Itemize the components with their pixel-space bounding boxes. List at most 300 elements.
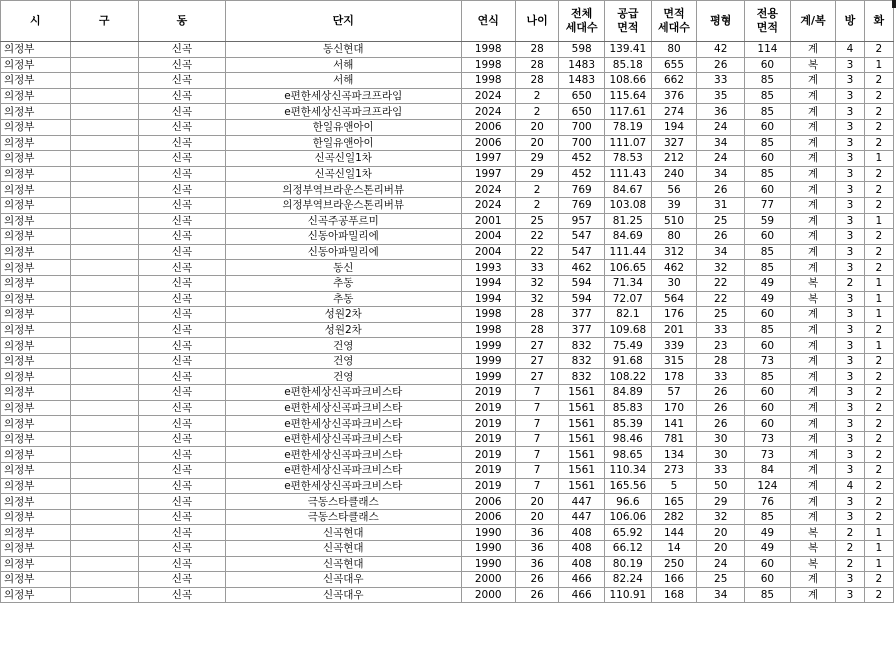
cell-col-year[interactable]: 2024: [461, 88, 515, 104]
cell-col-supply-area[interactable]: 84.67: [604, 182, 651, 198]
cell-col-gu[interactable]: [70, 57, 138, 73]
table-row[interactable]: [1, 42, 894, 58]
cell-col-danji[interactable]: e편한세상신곡파크프라임: [225, 104, 461, 120]
table-row[interactable]: [1, 275, 894, 291]
cell-col-dong[interactable]: 신곡: [138, 369, 225, 385]
cell-col-area-households[interactable]: 564: [651, 291, 697, 307]
cell-col-dong[interactable]: 신곡: [138, 587, 225, 603]
cell-col-baths[interactable]: 2: [864, 478, 893, 494]
cell-col-si[interactable]: 의정부: [1, 213, 71, 229]
cell-col-pyeong[interactable]: 32: [697, 260, 745, 276]
cell-col-exclusive-area[interactable]: 85: [745, 135, 791, 151]
cell-col-supply-area[interactable]: 78.53: [604, 151, 651, 167]
cell-col-year[interactable]: 2006: [461, 135, 515, 151]
cell-col-supply-area[interactable]: 98.65: [604, 447, 651, 463]
cell-col-si[interactable]: 의정부: [1, 166, 71, 182]
cell-col-year[interactable]: 2004: [461, 244, 515, 260]
cell-col-danji[interactable]: 신곡현대: [225, 556, 461, 572]
table-row[interactable]: [1, 229, 894, 245]
cell-col-rooms[interactable]: 3: [836, 369, 864, 385]
cell-col-pyeong[interactable]: 24: [697, 151, 745, 167]
cell-col-gu[interactable]: [70, 541, 138, 557]
cell-col-rooms[interactable]: 3: [836, 88, 864, 104]
header-col-supply-area[interactable]: 공급 면적: [604, 1, 651, 42]
cell-col-rooms[interactable]: 4: [836, 478, 864, 494]
cell-col-area-households[interactable]: 56: [651, 182, 697, 198]
cell-col-baths[interactable]: 2: [864, 369, 893, 385]
cell-col-dong[interactable]: 신곡: [138, 525, 225, 541]
cell-col-age[interactable]: 7: [515, 385, 558, 401]
cell-col-dong[interactable]: 신곡: [138, 42, 225, 58]
cell-col-si[interactable]: 의정부: [1, 572, 71, 588]
cell-col-age[interactable]: 7: [515, 447, 558, 463]
cell-col-age[interactable]: 2: [515, 197, 558, 213]
cell-col-si[interactable]: 의정부: [1, 135, 71, 151]
cell-col-year[interactable]: 2019: [461, 416, 515, 432]
cell-col-gu[interactable]: [70, 307, 138, 323]
cell-col-exclusive-area[interactable]: 85: [745, 166, 791, 182]
cell-col-danji[interactable]: 신곡주공푸르미: [225, 213, 461, 229]
cell-col-total-households[interactable]: 957: [559, 213, 605, 229]
cell-col-age[interactable]: 20: [515, 494, 558, 510]
cell-col-baths[interactable]: 2: [864, 322, 893, 338]
cell-col-exclusive-area[interactable]: 76: [745, 494, 791, 510]
cell-col-dong[interactable]: 신곡: [138, 151, 225, 167]
cell-col-total-households[interactable]: 594: [559, 275, 605, 291]
cell-col-exclusive-area[interactable]: 85: [745, 104, 791, 120]
cell-col-supply-area[interactable]: 80.19: [604, 556, 651, 572]
cell-col-exclusive-area[interactable]: 49: [745, 541, 791, 557]
cell-col-type[interactable]: 계: [790, 338, 836, 354]
cell-col-danji[interactable]: e편한세상신곡파크비스타: [225, 385, 461, 401]
cell-col-type[interactable]: 계: [790, 151, 836, 167]
cell-col-year[interactable]: 2019: [461, 385, 515, 401]
cell-col-supply-area[interactable]: 106.65: [604, 260, 651, 276]
cell-col-si[interactable]: 의정부: [1, 229, 71, 245]
cell-col-exclusive-area[interactable]: 60: [745, 385, 791, 401]
cell-col-area-households[interactable]: 462: [651, 260, 697, 276]
cell-col-gu[interactable]: [70, 353, 138, 369]
cell-col-age[interactable]: 36: [515, 556, 558, 572]
cell-col-danji[interactable]: 신곡신일1차: [225, 166, 461, 182]
cell-col-rooms[interactable]: 3: [836, 197, 864, 213]
cell-col-total-households[interactable]: 377: [559, 322, 605, 338]
cell-col-pyeong[interactable]: 42: [697, 42, 745, 58]
cell-col-danji[interactable]: e편한세상신곡파크비스타: [225, 478, 461, 494]
cell-col-pyeong[interactable]: 26: [697, 182, 745, 198]
cell-col-supply-area[interactable]: 85.83: [604, 400, 651, 416]
cell-col-baths[interactable]: 2: [864, 587, 893, 603]
cell-col-year[interactable]: 2019: [461, 478, 515, 494]
cell-col-danji[interactable]: 추동: [225, 275, 461, 291]
cell-col-exclusive-area[interactable]: 73: [745, 447, 791, 463]
cell-col-total-households[interactable]: 1561: [559, 478, 605, 494]
cell-col-gu[interactable]: [70, 244, 138, 260]
header-col-si[interactable]: 시: [1, 1, 71, 42]
cell-col-area-households[interactable]: 141: [651, 416, 697, 432]
table-row[interactable]: [1, 385, 894, 401]
cell-col-area-households[interactable]: 168: [651, 587, 697, 603]
cell-col-gu[interactable]: [70, 463, 138, 479]
cell-col-year[interactable]: 2006: [461, 509, 515, 525]
cell-col-exclusive-area[interactable]: 85: [745, 88, 791, 104]
table-row[interactable]: [1, 525, 894, 541]
cell-col-area-households[interactable]: 655: [651, 57, 697, 73]
cell-col-rooms[interactable]: 3: [836, 307, 864, 323]
cell-col-danji[interactable]: 신곡현대: [225, 525, 461, 541]
cell-col-gu[interactable]: [70, 197, 138, 213]
cell-col-baths[interactable]: 2: [864, 385, 893, 401]
cell-col-area-households[interactable]: 274: [651, 104, 697, 120]
cell-col-area-households[interactable]: 39: [651, 197, 697, 213]
cell-col-age[interactable]: 20: [515, 119, 558, 135]
cell-col-exclusive-area[interactable]: 60: [745, 556, 791, 572]
cell-col-danji[interactable]: 한일유앤아이: [225, 119, 461, 135]
cell-col-supply-area[interactable]: 65.92: [604, 525, 651, 541]
cell-col-danji[interactable]: 건영: [225, 338, 461, 354]
cell-col-exclusive-area[interactable]: 60: [745, 57, 791, 73]
cell-col-pyeong[interactable]: 50: [697, 478, 745, 494]
cell-col-exclusive-area[interactable]: 60: [745, 151, 791, 167]
cell-col-dong[interactable]: 신곡: [138, 135, 225, 151]
table-row[interactable]: [1, 478, 894, 494]
cell-col-age[interactable]: 25: [515, 213, 558, 229]
cell-col-pyeong[interactable]: 23: [697, 338, 745, 354]
cell-col-total-households[interactable]: 1483: [559, 73, 605, 89]
cell-col-pyeong[interactable]: 34: [697, 166, 745, 182]
cell-col-pyeong[interactable]: 28: [697, 353, 745, 369]
cell-col-rooms[interactable]: 3: [836, 135, 864, 151]
cell-col-supply-area[interactable]: 84.69: [604, 229, 651, 245]
cell-col-si[interactable]: 의정부: [1, 463, 71, 479]
cell-col-type[interactable]: 계: [790, 572, 836, 588]
cell-col-age[interactable]: 29: [515, 151, 558, 167]
cell-col-baths[interactable]: 2: [864, 166, 893, 182]
cell-col-type[interactable]: 복: [790, 525, 836, 541]
cell-col-si[interactable]: 의정부: [1, 369, 71, 385]
cell-col-year[interactable]: 2004: [461, 229, 515, 245]
table-row[interactable]: [1, 556, 894, 572]
cell-col-exclusive-area[interactable]: 77: [745, 197, 791, 213]
cell-col-total-households[interactable]: 1561: [559, 447, 605, 463]
cell-col-supply-area[interactable]: 109.68: [604, 322, 651, 338]
cell-col-age[interactable]: 26: [515, 587, 558, 603]
cell-col-area-households[interactable]: 144: [651, 525, 697, 541]
cell-col-si[interactable]: 의정부: [1, 447, 71, 463]
cell-col-si[interactable]: 의정부: [1, 478, 71, 494]
cell-col-exclusive-area[interactable]: 84: [745, 463, 791, 479]
cell-col-danji[interactable]: e편한세상신곡파크비스타: [225, 431, 461, 447]
cell-col-gu[interactable]: [70, 182, 138, 198]
cell-col-baths[interactable]: 2: [864, 229, 893, 245]
cell-col-age[interactable]: 7: [515, 478, 558, 494]
cell-col-age[interactable]: 20: [515, 135, 558, 151]
cell-col-dong[interactable]: 신곡: [138, 447, 225, 463]
cell-col-si[interactable]: 의정부: [1, 104, 71, 120]
cell-col-rooms[interactable]: 3: [836, 182, 864, 198]
table-row[interactable]: [1, 307, 894, 323]
cell-col-pyeong[interactable]: 26: [697, 385, 745, 401]
cell-col-age[interactable]: 7: [515, 400, 558, 416]
cell-col-type[interactable]: 계: [790, 463, 836, 479]
cell-col-age[interactable]: 32: [515, 275, 558, 291]
cell-col-exclusive-area[interactable]: 49: [745, 291, 791, 307]
cell-col-total-households[interactable]: 700: [559, 135, 605, 151]
cell-col-area-households[interactable]: 194: [651, 119, 697, 135]
cell-col-age[interactable]: 28: [515, 307, 558, 323]
cell-col-rooms[interactable]: 3: [836, 400, 864, 416]
cell-col-total-households[interactable]: 832: [559, 353, 605, 369]
cell-col-area-households[interactable]: 240: [651, 166, 697, 182]
cell-col-total-households[interactable]: 462: [559, 260, 605, 276]
cell-col-baths[interactable]: 1: [864, 338, 893, 354]
cell-col-si[interactable]: 의정부: [1, 353, 71, 369]
cell-col-total-households[interactable]: 769: [559, 182, 605, 198]
cell-col-dong[interactable]: 신곡: [138, 463, 225, 479]
cell-col-danji[interactable]: 건영: [225, 369, 461, 385]
cell-col-supply-area[interactable]: 85.39: [604, 416, 651, 432]
cell-col-exclusive-area[interactable]: 85: [745, 73, 791, 89]
cell-col-dong[interactable]: 신곡: [138, 104, 225, 120]
cell-col-baths[interactable]: 2: [864, 119, 893, 135]
cell-col-exclusive-area[interactable]: 59: [745, 213, 791, 229]
cell-col-year[interactable]: 2019: [461, 447, 515, 463]
cell-col-area-households[interactable]: 510: [651, 213, 697, 229]
cell-col-si[interactable]: 의정부: [1, 416, 71, 432]
cell-col-danji[interactable]: e편한세상신곡파크비스타: [225, 447, 461, 463]
cell-col-rooms[interactable]: 3: [836, 494, 864, 510]
cell-col-gu[interactable]: [70, 88, 138, 104]
cell-col-gu[interactable]: [70, 166, 138, 182]
cell-col-baths[interactable]: 2: [864, 431, 893, 447]
table-row[interactable]: [1, 104, 894, 120]
cell-col-baths[interactable]: 2: [864, 400, 893, 416]
cell-col-age[interactable]: 22: [515, 229, 558, 245]
cell-col-baths[interactable]: 1: [864, 291, 893, 307]
cell-col-gu[interactable]: [70, 385, 138, 401]
cell-col-type[interactable]: 계: [790, 213, 836, 229]
cell-col-pyeong[interactable]: 26: [697, 416, 745, 432]
cell-col-year[interactable]: 2000: [461, 572, 515, 588]
cell-col-gu[interactable]: [70, 556, 138, 572]
cell-col-gu[interactable]: [70, 291, 138, 307]
cell-col-baths[interactable]: 2: [864, 572, 893, 588]
cell-col-baths[interactable]: 2: [864, 494, 893, 510]
table-row[interactable]: [1, 400, 894, 416]
cell-col-rooms[interactable]: 3: [836, 447, 864, 463]
header-col-gu[interactable]: 구: [70, 1, 138, 42]
cell-col-rooms[interactable]: 3: [836, 353, 864, 369]
cell-col-area-households[interactable]: 80: [651, 42, 697, 58]
cell-col-age[interactable]: 28: [515, 73, 558, 89]
header-col-baths[interactable]: 화: [864, 1, 893, 42]
table-row[interactable]: [1, 416, 894, 432]
cell-col-pyeong[interactable]: 31: [697, 197, 745, 213]
cell-col-dong[interactable]: 신곡: [138, 260, 225, 276]
cell-col-area-households[interactable]: 201: [651, 322, 697, 338]
cell-col-area-households[interactable]: 327: [651, 135, 697, 151]
cell-col-baths[interactable]: 2: [864, 182, 893, 198]
cell-col-rooms[interactable]: 3: [836, 166, 864, 182]
cell-col-supply-area[interactable]: 78.19: [604, 119, 651, 135]
cell-col-age[interactable]: 36: [515, 541, 558, 557]
cell-col-gu[interactable]: [70, 104, 138, 120]
cell-col-baths[interactable]: 2: [864, 260, 893, 276]
cell-col-supply-area[interactable]: 117.61: [604, 104, 651, 120]
cell-col-baths[interactable]: 2: [864, 135, 893, 151]
cell-col-total-households[interactable]: 408: [559, 556, 605, 572]
cell-col-type[interactable]: 복: [790, 556, 836, 572]
cell-col-supply-area[interactable]: 110.34: [604, 463, 651, 479]
cell-col-baths[interactable]: 2: [864, 509, 893, 525]
cell-col-dong[interactable]: 신곡: [138, 353, 225, 369]
cell-col-year[interactable]: 1998: [461, 42, 515, 58]
cell-col-type[interactable]: 계: [790, 431, 836, 447]
cell-col-total-households[interactable]: 1561: [559, 400, 605, 416]
cell-col-area-households[interactable]: 339: [651, 338, 697, 354]
cell-col-total-households[interactable]: 700: [559, 119, 605, 135]
cell-col-rooms[interactable]: 3: [836, 213, 864, 229]
cell-col-danji[interactable]: 신곡대우: [225, 587, 461, 603]
cell-col-dong[interactable]: 신곡: [138, 572, 225, 588]
cell-col-area-households[interactable]: 14: [651, 541, 697, 557]
cell-col-supply-area[interactable]: 139.41: [604, 42, 651, 58]
cell-col-baths[interactable]: 2: [864, 244, 893, 260]
cell-col-dong[interactable]: 신곡: [138, 509, 225, 525]
cell-col-type[interactable]: 계: [790, 353, 836, 369]
cell-col-rooms[interactable]: 3: [836, 151, 864, 167]
cell-col-pyeong[interactable]: 26: [697, 229, 745, 245]
cell-col-type[interactable]: 계: [790, 42, 836, 58]
cell-col-exclusive-area[interactable]: 85: [745, 509, 791, 525]
cell-col-year[interactable]: 2006: [461, 119, 515, 135]
cell-col-total-households[interactable]: 1561: [559, 431, 605, 447]
cell-col-gu[interactable]: [70, 369, 138, 385]
cell-col-total-households[interactable]: 447: [559, 494, 605, 510]
cell-col-supply-area[interactable]: 71.34: [604, 275, 651, 291]
cell-col-year[interactable]: 2024: [461, 197, 515, 213]
cell-col-supply-area[interactable]: 108.22: [604, 369, 651, 385]
header-col-dong[interactable]: 동: [138, 1, 225, 42]
cell-col-si[interactable]: 의정부: [1, 587, 71, 603]
cell-col-year[interactable]: 1998: [461, 57, 515, 73]
cell-col-gu[interactable]: [70, 275, 138, 291]
cell-col-total-households[interactable]: 466: [559, 572, 605, 588]
cell-col-pyeong[interactable]: 20: [697, 541, 745, 557]
cell-col-type[interactable]: 계: [790, 197, 836, 213]
cell-col-danji[interactable]: 신동아파밀리에: [225, 229, 461, 245]
cell-col-exclusive-area[interactable]: 114: [745, 42, 791, 58]
cell-col-type[interactable]: 계: [790, 416, 836, 432]
cell-col-total-households[interactable]: 447: [559, 509, 605, 525]
cell-col-exclusive-area[interactable]: 49: [745, 275, 791, 291]
table-row[interactable]: [1, 431, 894, 447]
cell-col-si[interactable]: 의정부: [1, 307, 71, 323]
cell-col-pyeong[interactable]: 20: [697, 525, 745, 541]
cell-col-year[interactable]: 1994: [461, 275, 515, 291]
cell-col-type[interactable]: 계: [790, 119, 836, 135]
cell-col-supply-area[interactable]: 98.46: [604, 431, 651, 447]
cell-col-danji[interactable]: 신동아파밀리에: [225, 244, 461, 260]
cell-col-age[interactable]: 27: [515, 353, 558, 369]
cell-col-dong[interactable]: 신곡: [138, 478, 225, 494]
cell-col-area-households[interactable]: 134: [651, 447, 697, 463]
cell-col-si[interactable]: 의정부: [1, 275, 71, 291]
cell-col-gu[interactable]: [70, 431, 138, 447]
cell-col-type[interactable]: 계: [790, 244, 836, 260]
cell-col-pyeong[interactable]: 22: [697, 275, 745, 291]
cell-col-year[interactable]: 1994: [461, 291, 515, 307]
cell-col-age[interactable]: 27: [515, 338, 558, 354]
cell-col-type[interactable]: 계: [790, 385, 836, 401]
cell-col-area-households[interactable]: 312: [651, 244, 697, 260]
table-row[interactable]: [1, 197, 894, 213]
table-row[interactable]: [1, 338, 894, 354]
cell-col-rooms[interactable]: 2: [836, 275, 864, 291]
cell-col-age[interactable]: 33: [515, 260, 558, 276]
cell-col-danji[interactable]: 신곡신일1차: [225, 151, 461, 167]
cell-col-rooms[interactable]: 3: [836, 291, 864, 307]
cell-col-si[interactable]: 의정부: [1, 556, 71, 572]
cell-col-area-households[interactable]: 170: [651, 400, 697, 416]
cell-col-total-households[interactable]: 769: [559, 197, 605, 213]
cell-col-supply-area[interactable]: 111.07: [604, 135, 651, 151]
cell-col-supply-area[interactable]: 82.24: [604, 572, 651, 588]
cell-col-type[interactable]: 계: [790, 88, 836, 104]
table-row[interactable]: [1, 166, 894, 182]
cell-col-si[interactable]: 의정부: [1, 322, 71, 338]
cell-col-si[interactable]: 의정부: [1, 525, 71, 541]
cell-col-year[interactable]: 1990: [461, 556, 515, 572]
cell-col-total-households[interactable]: 598: [559, 42, 605, 58]
cell-col-si[interactable]: 의정부: [1, 88, 71, 104]
cell-col-rooms[interactable]: 3: [836, 229, 864, 245]
header-col-rooms[interactable]: 방: [836, 1, 864, 42]
cell-col-rooms[interactable]: 3: [836, 509, 864, 525]
cell-col-pyeong[interactable]: 36: [697, 104, 745, 120]
cell-col-supply-area[interactable]: 165.56: [604, 478, 651, 494]
cell-col-supply-area[interactable]: 84.89: [604, 385, 651, 401]
cell-col-exclusive-area[interactable]: 60: [745, 400, 791, 416]
cell-col-si[interactable]: 의정부: [1, 73, 71, 89]
cell-col-si[interactable]: 의정부: [1, 119, 71, 135]
cell-col-dong[interactable]: 신곡: [138, 166, 225, 182]
cell-col-dong[interactable]: 신곡: [138, 416, 225, 432]
cell-col-dong[interactable]: 신곡: [138, 307, 225, 323]
cell-col-age[interactable]: 20: [515, 509, 558, 525]
cell-col-supply-area[interactable]: 82.1: [604, 307, 651, 323]
cell-col-gu[interactable]: [70, 135, 138, 151]
cell-col-gu[interactable]: [70, 416, 138, 432]
cell-col-rooms[interactable]: 4: [836, 42, 864, 58]
cell-col-danji[interactable]: 의정부역브라운스톤리버뷰: [225, 197, 461, 213]
cell-col-rooms[interactable]: 3: [836, 119, 864, 135]
cell-col-dong[interactable]: 신곡: [138, 57, 225, 73]
cell-col-total-households[interactable]: 650: [559, 88, 605, 104]
cell-col-danji[interactable]: e편한세상신곡파크프라임: [225, 88, 461, 104]
cell-col-age[interactable]: 22: [515, 244, 558, 260]
cell-col-total-households[interactable]: 466: [559, 587, 605, 603]
cell-col-area-households[interactable]: 212: [651, 151, 697, 167]
cell-col-danji[interactable]: 극동스타클래스: [225, 509, 461, 525]
cell-col-total-households[interactable]: 1561: [559, 416, 605, 432]
cell-col-type[interactable]: 복: [790, 541, 836, 557]
cell-col-area-households[interactable]: 176: [651, 307, 697, 323]
cell-col-gu[interactable]: [70, 229, 138, 245]
cell-col-si[interactable]: 의정부: [1, 385, 71, 401]
header-col-type[interactable]: 계/복: [790, 1, 836, 42]
cell-col-rooms[interactable]: 3: [836, 572, 864, 588]
